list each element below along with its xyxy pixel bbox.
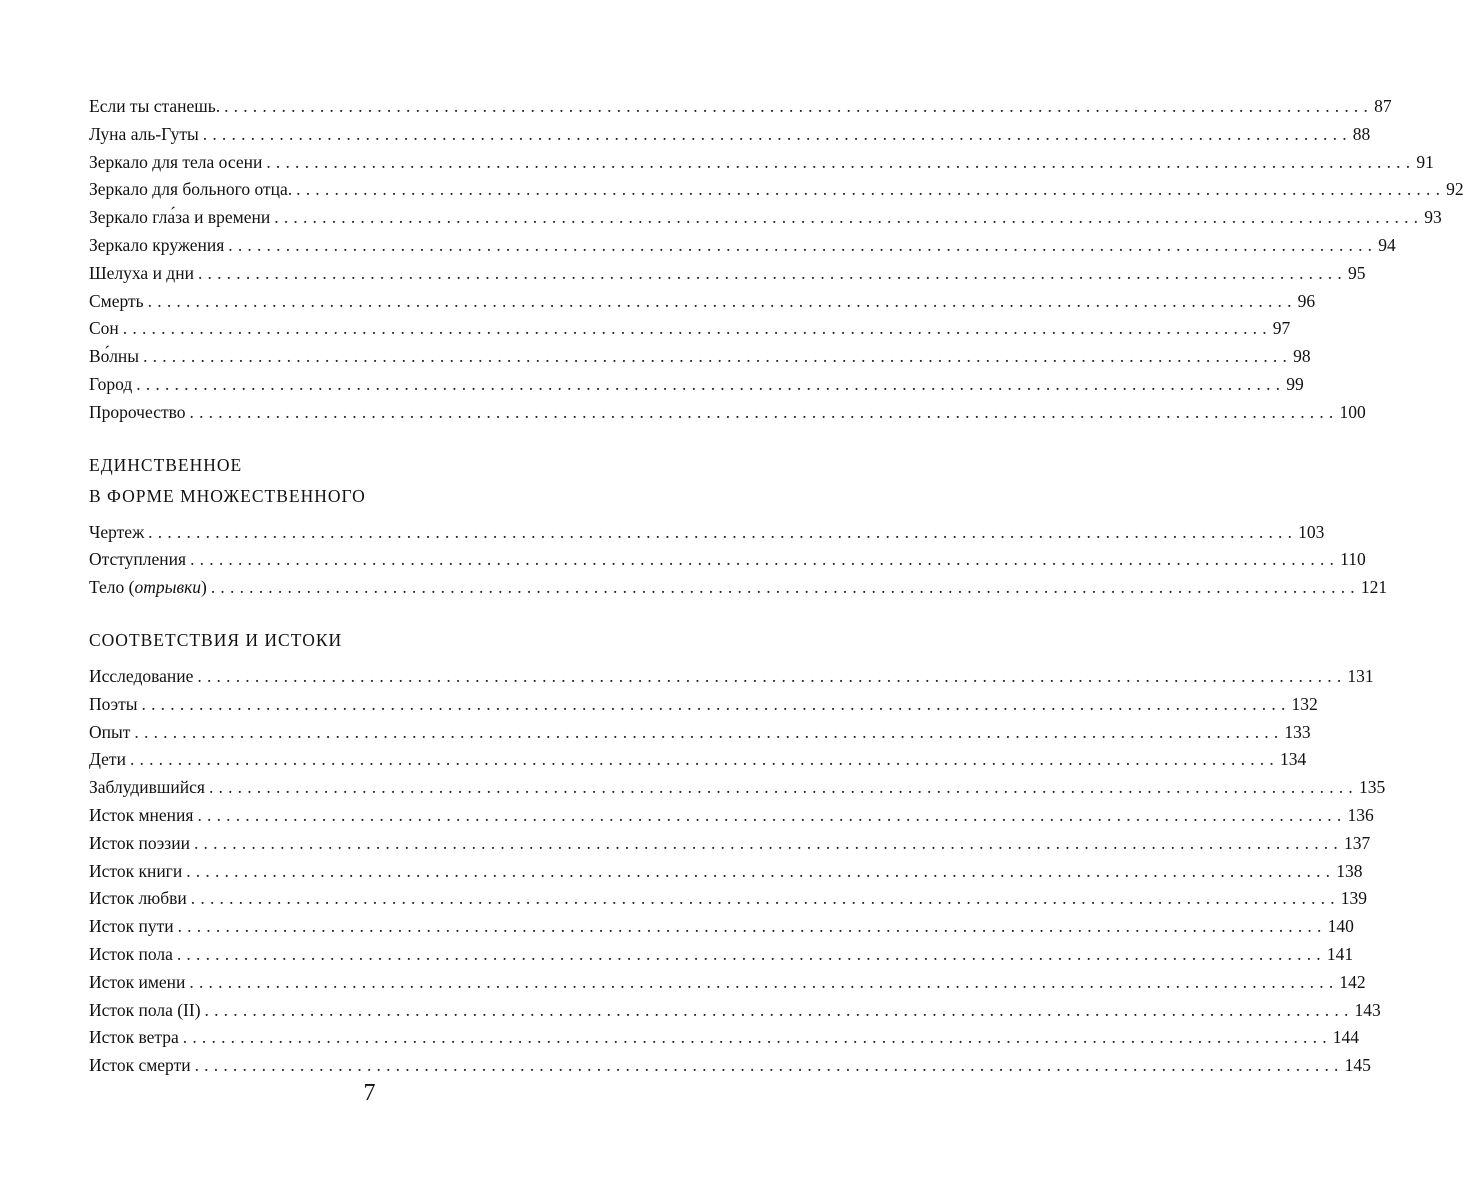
dot-leader: ........................................................................................................................: [197, 665, 1347, 686]
toc-entry: [89, 546, 1366, 574]
toc-entry: [89, 969, 1366, 997]
section-heading: СООТВЕТСТВИЯ И ИСТОКИ: [89, 629, 343, 650]
toc-entry-title: Дети: [89, 749, 126, 770]
dot-leader: ........................................................................................................................: [224, 96, 1374, 116]
toc-entry-title-end: ): [201, 577, 207, 598]
toc-entry-title: Исток пути: [89, 916, 174, 937]
toc-entry: [89, 121, 1371, 149]
toc-entry: [89, 371, 1304, 399]
toc-entry-title: Сон: [89, 318, 119, 339]
toc-entry: [89, 93, 1392, 121]
toc-entry-title: Исследование: [89, 665, 194, 686]
dot-leader: ........................................................................................................................: [202, 123, 1352, 144]
toc-entry: [89, 719, 1311, 747]
toc-entry-title: Пророчество: [89, 401, 186, 422]
toc-entry: [89, 204, 1442, 232]
dot-leader: ........................................................................................................................: [129, 749, 1279, 770]
toc-section-1: [89, 93, 1464, 427]
toc-entry: [89, 691, 1318, 719]
toc-entry: [89, 176, 1464, 204]
toc-entry-page: 91: [1416, 151, 1434, 172]
table-of-contents: [89, 93, 1464, 1080]
toc-entry: [89, 663, 1374, 691]
toc-entry-title: Отступления: [89, 549, 187, 570]
toc-entry-title: Зеркало кружения: [89, 234, 225, 255]
toc-entry-page: 135: [1358, 777, 1386, 798]
toc-entry-title: Во́лны: [89, 346, 140, 367]
toc-entry: [89, 519, 1325, 547]
toc-entry-title: Зеркало гла́за и времени: [89, 207, 271, 228]
dot-leader: ........................................................................................................................: [194, 1055, 1344, 1076]
toc-entry: [89, 260, 1366, 288]
toc-entry: [89, 1052, 1371, 1080]
toc-entry-page: 140: [1327, 916, 1354, 937]
toc-entry-page: 87: [1374, 96, 1392, 116]
toc-entry-title: Смерть: [89, 290, 144, 311]
toc-entry-page: 144: [1332, 1027, 1360, 1048]
page-number: 7: [363, 1080, 376, 1106]
dot-leader: ........................................................................................................................: [122, 318, 1272, 339]
toc-entry: [89, 941, 1354, 969]
dot-leader: ........................................................................................................................: [141, 693, 1291, 714]
toc-entry: [89, 858, 1363, 886]
toc-entry: [89, 1024, 1360, 1052]
toc-section-3: [89, 625, 1386, 1080]
toc-entry-title: Если ты станешь.: [89, 96, 221, 116]
toc-entry-page: 95: [1347, 262, 1366, 283]
toc-entry-page: 138: [1336, 860, 1363, 881]
dot-leader: ........................................................................................................................: [134, 721, 1284, 742]
dot-leader: ........................................................................................................................: [176, 943, 1326, 964]
toc-entry: [89, 399, 1366, 427]
toc-section-2: [89, 450, 1388, 602]
toc-entry-title: Поэты: [89, 693, 138, 714]
toc-entry-page: 110: [1340, 549, 1366, 570]
toc-entry-page: 93: [1424, 207, 1442, 228]
toc-entry: [89, 149, 1434, 177]
toc-entry-page: 143: [1354, 999, 1381, 1020]
dot-leader: ........................................................................................................................: [193, 832, 1343, 853]
toc-entry-page: 134: [1279, 749, 1307, 770]
toc-entry-page: 97: [1272, 318, 1291, 339]
toc-entry: [89, 774, 1386, 802]
dot-leader: ........................................................................................................................: [143, 346, 1293, 367]
toc-entry-title: Чертеж: [89, 521, 145, 542]
toc-entry-title: Заблудившийся: [89, 777, 205, 798]
toc-entry-title: Луна аль-Гуты: [89, 123, 199, 144]
toc-entry-title: Зеркало для тела осени: [89, 151, 263, 172]
dot-leader: ........................................................................................................................: [190, 549, 1340, 570]
dot-leader: ........................................................................................................................: [197, 804, 1347, 825]
dot-leader: ........................................................................................................................: [296, 179, 1446, 200]
dot-leader: ........................................................................................................................: [266, 151, 1416, 172]
toc-entry-title: Исток книги: [89, 860, 183, 881]
toc-entry-page: 145: [1344, 1055, 1371, 1076]
toc-entry: [89, 315, 1291, 343]
dot-leader: ........................................................................................................................: [177, 916, 1327, 937]
dot-leader: ........................................................................................................................: [147, 290, 1297, 311]
toc-entry: [89, 997, 1381, 1025]
toc-entry-title: Исток любви: [89, 888, 187, 909]
dot-leader: ........................................................................................................................: [228, 234, 1378, 255]
toc-entry-title: [89, 574, 211, 602]
toc-entry-title: Шелуха и дни: [89, 262, 194, 283]
dot-leader: ........................................................................................................................: [189, 401, 1339, 422]
dot-leader: ........................................................................................................................: [208, 777, 1358, 798]
toc-entry-title: Исток ветра: [89, 1027, 179, 1048]
dot-leader: ........................................................................................................................: [204, 999, 1354, 1020]
toc-entry: [89, 913, 1354, 941]
toc-entry: [89, 802, 1374, 830]
dot-leader: ........................................................................................................................: [197, 262, 1347, 283]
toc-entry-page: 137: [1343, 832, 1371, 853]
toc-entry-title-italic: отрывки: [134, 577, 202, 598]
toc-entry-title: Опыт: [89, 721, 131, 742]
toc-entry-page: 136: [1347, 804, 1374, 825]
toc-entry-title-start: Тело (: [89, 577, 135, 598]
toc-entry-page: 132: [1291, 693, 1318, 714]
dot-leader: ........................................................................................................................: [190, 888, 1340, 909]
dot-leader: ........................................................................................................................: [274, 207, 1424, 228]
toc-entry-title: Исток имени: [89, 971, 186, 992]
toc-entry-page: 98: [1293, 346, 1311, 367]
dot-leader: ........................................................................................................................: [148, 521, 1298, 542]
toc-entry-page: 96: [1297, 290, 1316, 311]
dot-leader: ........................................................................................................................: [189, 971, 1339, 992]
dot-leader: ........................................................................................................................: [210, 577, 1360, 598]
toc-entry-page: 133: [1284, 721, 1311, 742]
toc-entry: [89, 830, 1371, 858]
toc-entry: [89, 746, 1307, 774]
toc-entry-page: 88: [1352, 123, 1371, 144]
dot-leader: ........................................................................................................................: [136, 373, 1286, 394]
toc-entry: [89, 288, 1316, 316]
toc-entry: [89, 574, 1388, 602]
toc-entry-page: 131: [1347, 665, 1374, 686]
toc-entry-page: 92: [1446, 179, 1464, 200]
dot-leader: ........................................................................................................................: [182, 1027, 1332, 1048]
toc-entry-title: Исток поэзии: [89, 832, 190, 853]
toc-entry-title: Исток мнения: [89, 804, 194, 825]
toc-entry-page: 99: [1286, 373, 1304, 394]
toc-entry-page: 121: [1360, 577, 1388, 598]
toc-entry-title: Зеркало для больного отца.: [89, 179, 293, 200]
toc-entry: [89, 885, 1368, 913]
toc-entry: [89, 232, 1396, 260]
toc-entry-page: 94: [1378, 234, 1396, 255]
toc-entry-title: Исток пола: [89, 943, 173, 964]
toc-entry-page: 139: [1340, 888, 1368, 909]
toc-entry-title: Исток смерти: [89, 1055, 191, 1076]
toc-entry: [89, 343, 1311, 371]
toc-entry-page: 103: [1298, 521, 1325, 542]
section-heading-line-2: В ФОРМЕ МНОЖЕСТВЕННОГО: [89, 485, 366, 506]
dot-leader: ........................................................................................................................: [186, 860, 1336, 881]
section-heading-line-1: ЕДИНСТВЕННОЕ: [89, 454, 243, 475]
toc-entry-title: Город: [89, 373, 133, 394]
toc-entry-page: 100: [1339, 401, 1366, 422]
toc-entry-page: 142: [1339, 971, 1366, 992]
toc-entry-page: 141: [1326, 943, 1354, 964]
toc-entry-title: Исток пола (II): [89, 999, 201, 1020]
